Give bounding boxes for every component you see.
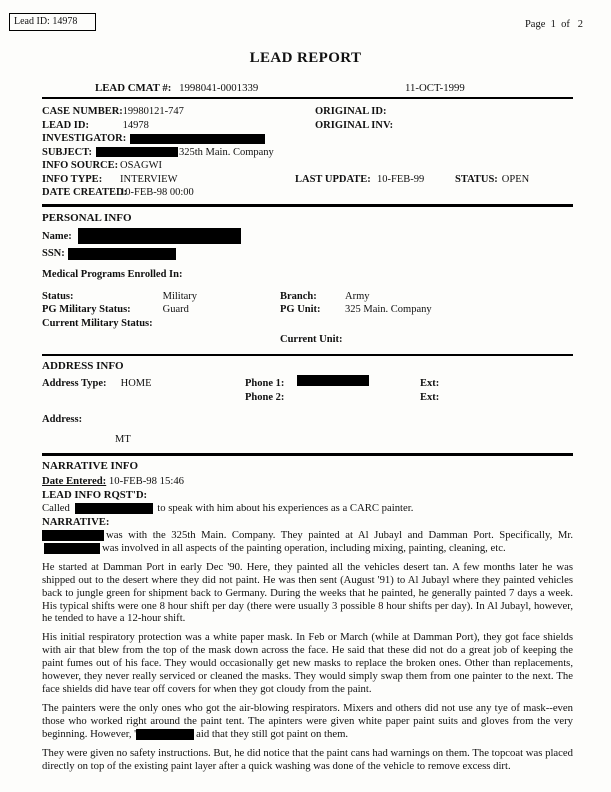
narrative-paragraph-1	[42, 529, 573, 555]
original-inv-label: ORIGINAL INV:	[315, 119, 394, 131]
narrative-text: The painters were the only ones who got the air-blowing respirators. Mixers and others did not use any tye of mask--even those who worked right around the paint tent. The apinters were given white paper paint suits and gloves from the very beginning. However, '	[42, 701, 573, 740]
last-update-value: 10-FEB-99	[377, 173, 425, 185]
lead-id-box: Lead ID: 14978	[9, 13, 96, 31]
last-update-label: LAST UPDATE:	[295, 173, 371, 185]
phone2-row	[42, 392, 573, 403]
original-id-label: ORIGINAL ID:	[315, 106, 387, 117]
narrative-info-heading: NARRATIVE INFO	[42, 460, 139, 472]
phone1-label: Phone 1:	[245, 378, 285, 389]
subject-row	[42, 147, 573, 158]
current-military-status-label: Current Military Status:	[42, 317, 153, 329]
address-state-row	[42, 434, 573, 445]
date-entered-row	[42, 475, 573, 487]
ssn-label: SSN:	[42, 247, 65, 259]
subject-unit: 325th Main. Company	[178, 146, 274, 158]
info-source-label: INFO SOURCE:	[42, 160, 119, 171]
date-entered-label: Date Entered:	[42, 475, 107, 487]
case-number-row	[42, 106, 573, 117]
address-type-label: Address Type:	[42, 378, 107, 389]
cmat-row	[42, 82, 573, 94]
info-type-value: INTERVIEW	[120, 173, 178, 185]
narrative-paragraph-3	[42, 631, 573, 696]
date-created-value: 10-FEB-98 00:00	[120, 187, 194, 198]
pg-unit-value: 325 Main. Company	[345, 304, 432, 315]
current-unit-label: Current Unit:	[280, 333, 343, 345]
address-info-section	[42, 356, 573, 453]
ssn-row	[42, 248, 573, 260]
lead-info-rqstd-label: LEAD INFO RQST'D:	[42, 488, 148, 501]
narrative-text: His initial respiratory protection was a white paper mask. In Feb or March (while at Damman Port), they got face shields with air that blew from the top of the mask down across the face. He said that these did not do a great job of keeping the paint fumes out of his face. They would occasionally get new masks to replace the broken ones. Other than replacements, however, they never really serviced or cleaned the masks. They would simply swap them from one painter to the next. The face shields did have tear off covers for when they got cloudy from the paint.	[42, 631, 573, 695]
status-value: Military	[162, 290, 198, 302]
redaction-box	[78, 228, 241, 244]
status-label: Status:	[42, 290, 74, 302]
ext2-label: Ext:	[420, 391, 440, 403]
pg-unit-label: PG Unit:	[280, 304, 321, 315]
cmat-value: 1998041-0001339	[179, 82, 259, 94]
redaction-box	[44, 543, 100, 554]
name-row	[42, 227, 573, 246]
branch-value: Army	[345, 290, 370, 302]
personal-info-heading: PERSONAL INFO	[42, 211, 132, 224]
current-military-status-row	[42, 318, 573, 329]
redaction-box	[42, 530, 104, 541]
phone2-label: Phone 2:	[245, 391, 285, 403]
info-type-label: INFO TYPE:	[42, 173, 103, 185]
address-type-row	[42, 375, 573, 389]
narrative-text: He started at Damman Port in early Dec '90. Here, they painted all the vehicles desert tan. A few months later he was shipped out to the desert where they did not paint. He was then sent (August '91) to Al Jubayl where they painted vehicles back to jungle green for shipment back to Germany. During the weeks that he painted, he generally painted 7 days a week. His typical shifts were one 8 hour shift per day (there were usually 3 possible 8 hour shifts per day). In Al Jubayl, however, he tended to have a 12-hour shift.	[42, 560, 573, 625]
pg-military-status-label: PG Military Status:	[42, 304, 131, 315]
branch-label: Branch:	[280, 290, 317, 302]
case-number-label: CASE NUMBER:	[42, 106, 123, 117]
redaction-box	[68, 248, 176, 260]
info-source-row	[42, 160, 573, 171]
lead-id-value: 14978	[122, 119, 149, 131]
subject-label: SUBJECT:	[42, 146, 92, 158]
address-state-value: MT	[115, 433, 131, 445]
current-unit-row	[42, 334, 573, 345]
redaction-box	[130, 134, 265, 144]
redaction-box	[96, 147, 178, 157]
called-row	[42, 502, 573, 514]
medical-programs-label: Medical Programs Enrolled In:	[42, 268, 183, 280]
address-info-heading: ADDRESS INFO	[42, 360, 124, 372]
address-row	[42, 414, 573, 425]
narrative-paragraph-5	[42, 747, 573, 773]
address-label: Address:	[42, 413, 83, 425]
redaction-box	[136, 729, 194, 740]
redaction-box	[297, 375, 369, 386]
info-source-value: OSAGWI	[120, 160, 162, 171]
narrative-text: was involved in all aspects of the painting operation, including mixing, painting, cleaning, etc.	[102, 541, 506, 554]
page-number: Page 1 of 2	[524, 19, 583, 30]
lead-info-rqstd-row	[42, 489, 573, 501]
narrative-text: They were given no safety instructions. But, he did notice that the paint cans had warnings on them. The topcoat was placed directly on top of the existing paint layer after a quick washing was done of the vehicle to remove excess dirt.	[42, 746, 573, 772]
report-date: 11-OCT-1999	[405, 82, 465, 94]
address-type-value: HOME	[120, 378, 152, 389]
status-label: STATUS:	[455, 173, 498, 185]
pg-military-status-row	[42, 304, 573, 315]
pg-military-status-value: Guard	[162, 304, 189, 315]
date-created-label: DATE CREATED:	[42, 187, 128, 198]
investigator-row	[42, 133, 573, 144]
info-type-row	[42, 174, 573, 185]
name-label: Name:	[42, 230, 72, 242]
report-title: LEAD REPORT	[249, 50, 362, 66]
cmat-label: LEAD CMAT #:	[95, 82, 172, 94]
page-header	[0, 0, 611, 31]
ext1-label: Ext:	[420, 378, 440, 389]
narrative-text: was with the 325th Main. Company. They painted at Al Jubayl and Damman Port. Specifically, Mr.	[106, 529, 573, 541]
narrative-label-row	[42, 516, 573, 528]
narrative-paragraph-4	[42, 702, 573, 741]
case-info-section	[42, 99, 573, 204]
personal-info-section	[42, 207, 573, 355]
military-status-row	[42, 291, 573, 302]
report-body	[42, 82, 573, 772]
date-created-row	[42, 187, 573, 198]
narrative-text: aid that they still got paint on them.	[196, 727, 349, 740]
called-prefix: Called	[42, 502, 70, 514]
investigator-label: INVESTIGATOR:	[42, 133, 127, 144]
redaction-box	[75, 503, 153, 514]
date-entered-value: 10-FEB-98 15:46	[108, 475, 185, 487]
lead-id-row	[42, 120, 573, 131]
status-value: OPEN	[501, 173, 530, 185]
lead-id-label: LEAD ID:	[42, 119, 89, 131]
medical-programs-row	[42, 269, 573, 280]
narrative-label: NARRATIVE:	[42, 515, 110, 528]
narrative-info-section	[42, 456, 573, 772]
narrative-paragraph-2	[42, 561, 573, 626]
case-number-value: 19980121-747	[122, 106, 184, 117]
called-suffix: to speak with him about his experiences as a CARC painter.	[157, 502, 414, 514]
